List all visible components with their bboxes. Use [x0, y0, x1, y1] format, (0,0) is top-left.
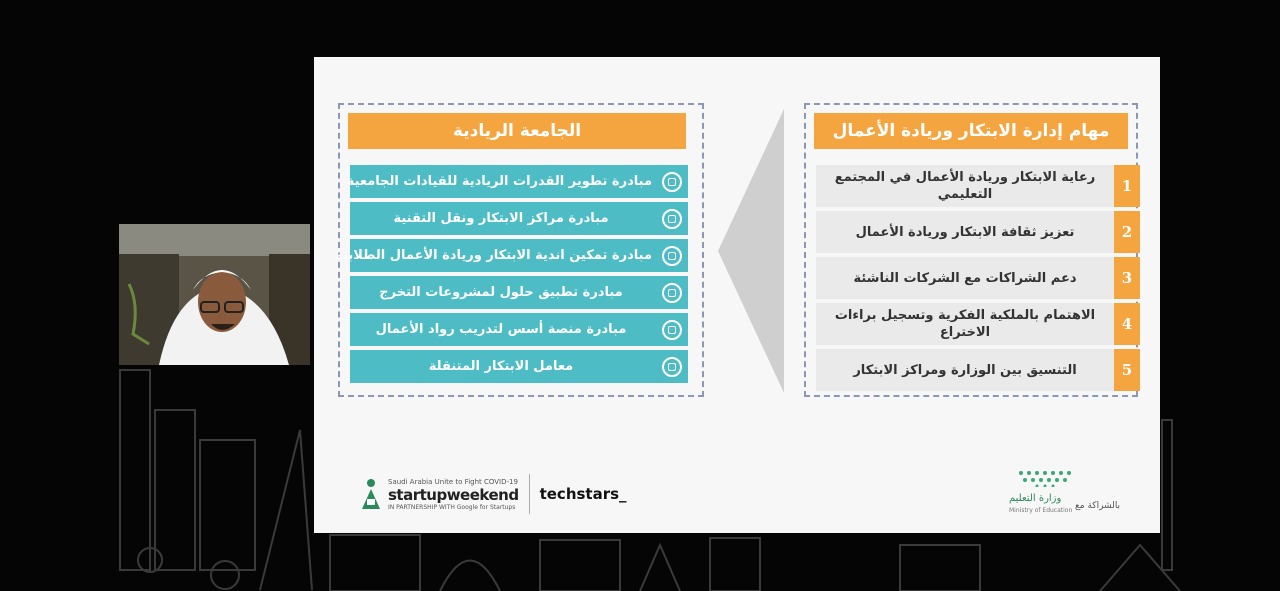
left-panel-title: الجامعة الريادية: [348, 113, 686, 149]
list-item: [816, 165, 1140, 207]
list-item: مبادرة تمكين اندية الابتكار وريادة الأعمال الطلابية: [350, 239, 688, 272]
list-item: معامل الابتكار المتنقلة: [350, 350, 688, 383]
right-panel-title: مهام إدارة الابتكار وريادة الأعمال: [814, 113, 1128, 149]
list-item: [816, 211, 1140, 253]
item-text: الاهتمام بالملكية الفكرية وتسجيل براءات الاختراع: [834, 308, 1096, 340]
list-item: [816, 257, 1140, 299]
presentation-slide: [314, 57, 1160, 533]
chip-icon: [662, 209, 682, 229]
ministry-name-english: Ministry of Education: [1009, 507, 1073, 514]
list-item: [816, 349, 1140, 391]
list-item: مبادرة تطبيق حلول لمشروعات التخرج: [350, 276, 688, 309]
entrepreneurial-university-panel: [335, 103, 704, 397]
left-arrow-shape: [718, 109, 784, 393]
list-item: مبادرة تطوير القدرات الريادية للقيادات الجامعية: [350, 165, 688, 198]
chip-icon: [662, 283, 682, 303]
list-item: [816, 303, 1140, 345]
item-number: 1: [1114, 165, 1140, 207]
startupweekend-logo-icon: [358, 477, 384, 511]
techstars-logo: techstars_: [539, 485, 627, 503]
innovation-tasks-panel: [804, 103, 1138, 397]
list-item: مبادرة منصة أسس لتدريب رواد الأعمال: [350, 313, 688, 346]
tasks-list: [816, 165, 1140, 395]
initiatives-list: [335, 165, 688, 387]
chip-icon: [662, 172, 682, 192]
item-number: 4: [1114, 303, 1140, 345]
list-item: مبادرة مراكز الابتكار ونقل التقنية: [350, 202, 688, 235]
item-number: 2: [1114, 211, 1140, 253]
ministry-logo: [979, 467, 1129, 523]
item-number: 3: [1114, 257, 1140, 299]
speaker-video-frame: [119, 224, 310, 365]
item-text: رعاية الابتكار وريادة الأعمال في المجتمع التعليمي: [834, 170, 1096, 202]
logo-divider: [529, 474, 530, 514]
item-text: التنسيق بين الوزارة ومراكز الابتكار: [853, 362, 1077, 378]
chip-icon: [662, 320, 682, 340]
item-text: دعم الشراكات مع الشركات الناشئة: [853, 270, 1077, 286]
ministry-emblem-icon: [1017, 469, 1073, 487]
speaker-video-thumbnail[interactable]: [119, 224, 310, 365]
ministry-name-arabic: وزارة التعليم: [1009, 493, 1062, 504]
item-text: تعزيز ثقافة الابتكار وريادة الأعمال: [855, 224, 1075, 240]
item-number: 5: [1114, 349, 1140, 391]
partnership-label: بالشراكة مع: [1075, 501, 1121, 511]
chip-icon: [662, 246, 682, 266]
sponsor-logos: [358, 471, 627, 517]
chip-icon: [662, 357, 682, 377]
startupweekend-logo: Saudi Arabia Unite to Fight COVID-19 startupweekend IN PARTNERSHIP WITH Google for Startups: [388, 477, 519, 511]
